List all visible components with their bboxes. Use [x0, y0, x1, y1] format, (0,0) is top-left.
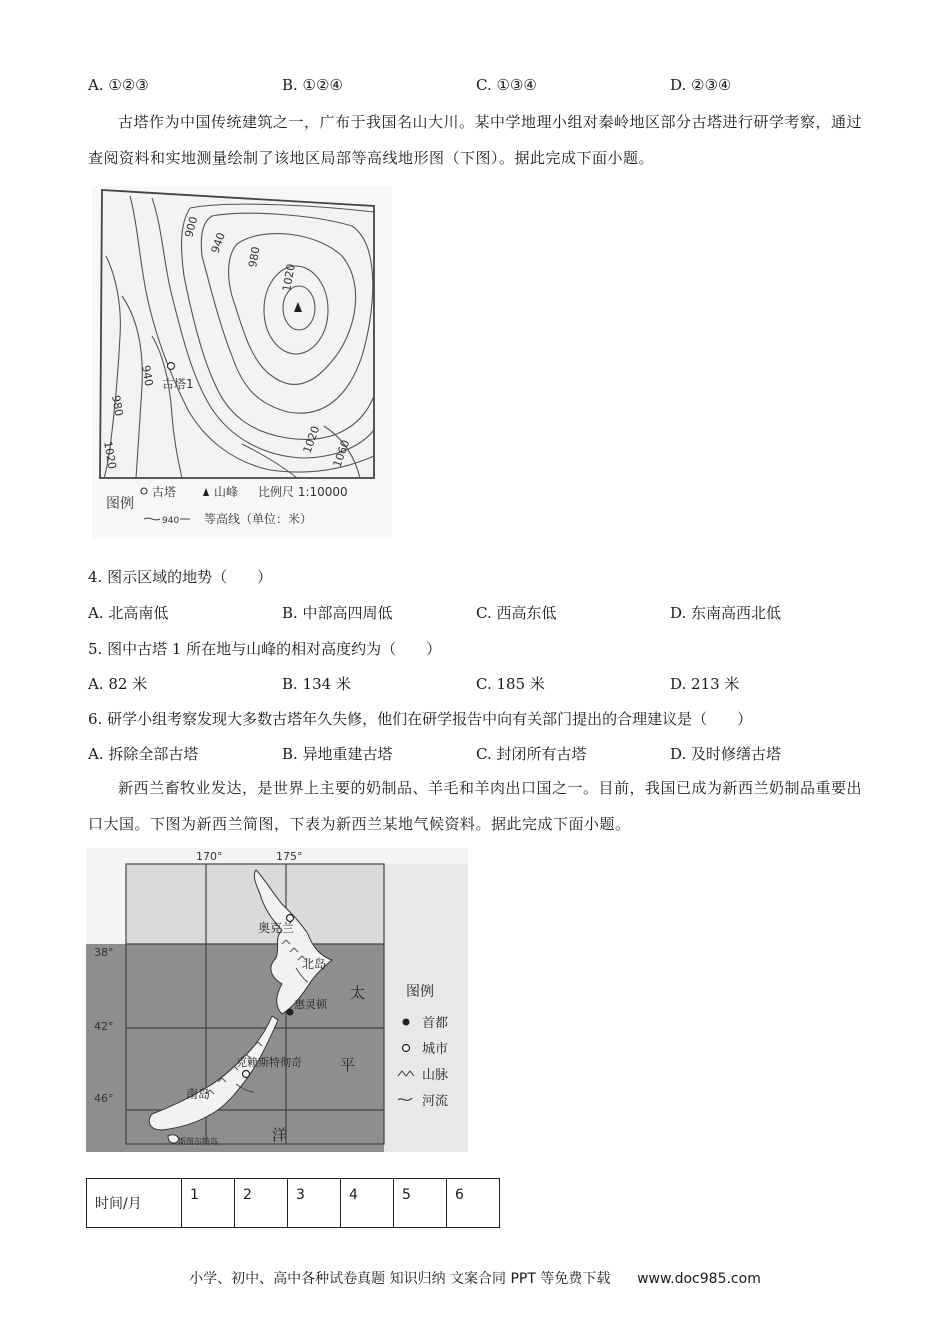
footer-url[interactable]: www.doc985.com	[637, 1271, 761, 1287]
new-zealand-map	[86, 848, 468, 1152]
place-north-island: 北岛	[302, 957, 327, 971]
q5-option-b: B. 134 米	[282, 675, 351, 693]
footer-text: 小学、初中、高中各种试卷真题 知识归纳 文案合同 PPT 等免费下载	[189, 1271, 611, 1287]
q5-option-c: C. 185 米	[476, 675, 545, 693]
q5-option-d: D. 213 米	[670, 675, 740, 693]
q3-options	[88, 76, 868, 100]
intro-paragraph-2	[88, 770, 868, 842]
question-4-stem: 4. 图示区域的地势（ ）	[88, 568, 273, 586]
table-header-cell: 时间/月	[87, 1179, 182, 1228]
q3-option-a: A. ①②③	[88, 76, 149, 94]
q5-option-a: A. 82 米	[88, 675, 148, 693]
legend-title: 图例	[106, 496, 134, 512]
legend-contour-label: 等高线（单位：米）	[204, 512, 313, 526]
lat-label: 42°	[94, 1020, 114, 1033]
legend-tower-icon	[141, 488, 147, 494]
table-month-cell: 2	[235, 1179, 288, 1228]
table-month-cell: 5	[394, 1179, 447, 1228]
legend-tower-label: 古塔	[152, 485, 177, 499]
stewart-island	[168, 1135, 178, 1143]
contour-label: 900	[182, 215, 201, 239]
question-5-options	[88, 673, 868, 697]
q6-option-b: B. 异地重建古塔	[282, 745, 393, 763]
lat-label: 46°	[94, 1092, 114, 1105]
legend-mountain-label: 山脉	[422, 1068, 449, 1083]
q4-option-a: A. 北高南低	[88, 604, 169, 622]
legend-city-label: 城市	[422, 1042, 449, 1057]
nz-legend-title: 图例	[406, 984, 434, 1000]
q4-option-d: D. 东南高西北低	[670, 604, 782, 622]
place-christchurch: 克赖斯特彻奇	[236, 1056, 302, 1069]
ocean-char-1: 太	[350, 984, 366, 1002]
contour-label: 1020	[101, 440, 119, 471]
table-row	[87, 1179, 500, 1228]
tower-icon	[168, 363, 175, 370]
lon-label: 170°	[196, 850, 223, 863]
contour-label: 1020	[300, 424, 323, 456]
city-marker-christchurch	[243, 1071, 250, 1078]
place-south-island: 南岛	[186, 1087, 211, 1101]
q3-option-d: D. ②③④	[670, 76, 732, 94]
q3-option-c: C. ①③④	[476, 76, 537, 94]
contour-label: 940	[208, 230, 229, 256]
q6-option-a: A. 拆除全部古塔	[88, 745, 199, 763]
place-wellington: 惠灵顿	[294, 998, 327, 1011]
question-6-options	[88, 743, 868, 767]
table-month-cell: 6	[447, 1179, 500, 1228]
legend-peak-label: 山峰	[214, 485, 239, 499]
contour-label: 1020	[280, 262, 298, 293]
lat-label: 38°	[94, 946, 114, 959]
table-month-cell: 4	[341, 1179, 394, 1228]
climate-table	[86, 1178, 500, 1228]
intro-paragraph-1	[88, 104, 868, 176]
table-month-cell: 1	[182, 1179, 235, 1228]
ocean-char-3: 洋	[272, 1126, 288, 1144]
contour-label: 1060	[330, 438, 353, 470]
q3-option-b: B. ①②④	[282, 76, 343, 94]
page-footer	[0, 1268, 950, 1288]
question-5-stem: 5. 图中古塔 1 所在地与山峰的相对高度约为（ ）	[88, 640, 442, 658]
question-6-stem: 6. 研学小组考察发现大多数古塔年久失修，他们在研学报告中向有关部门提出的合理建议是（ ）	[88, 710, 753, 728]
q4-option-b: B. 中部高四周低	[282, 604, 393, 622]
contour-label: 980	[109, 394, 126, 418]
q6-option-d: D. 及时修缮古塔	[670, 745, 782, 763]
legend-river-label: 河流	[422, 1094, 449, 1109]
table-month-cell: 3	[288, 1179, 341, 1228]
legend-contour-value: 940	[162, 516, 180, 526]
intro-1-text: 古塔作为中国传统建筑之一，广布于我国名山大川。某中学地理小组对秦岭地区部分古塔进行研学考察，通过查阅资料和实地测量绘制了该地区局部等高线地形图（下图）。据此完成下面小题。	[88, 113, 863, 167]
place-stewart-island: 斯图尔特岛	[178, 1137, 218, 1146]
question-4-options	[88, 602, 868, 626]
place-auckland: 奥克兰	[258, 921, 295, 935]
lon-label: 175°	[276, 850, 303, 863]
contour-label: 940	[139, 364, 156, 388]
legend-city-icon	[403, 1045, 410, 1052]
intro-2-text: 新西兰畜牧业发达，是世界上主要的奶制品、羊毛和羊肉出口国之一。目前，我国已成为新西兰奶制品重要出口大国。下图为新西兰简图，下表为新西兰某地气候资料。据此完成下面小题。	[88, 779, 863, 833]
legend-capital-icon	[403, 1019, 410, 1026]
contour-map	[92, 186, 392, 538]
ocean-char-2: 平	[340, 1056, 356, 1074]
contour-label: 980	[246, 245, 263, 269]
legend-scale: 比例尺 1:10000	[258, 485, 348, 499]
q6-option-c: C. 封闭所有古塔	[476, 745, 587, 763]
q4-option-c: C. 西高东低	[476, 604, 557, 622]
capital-marker	[287, 1009, 294, 1016]
legend-capital-label: 首都	[422, 1016, 449, 1031]
tower-1-label: 古塔1	[162, 377, 194, 391]
